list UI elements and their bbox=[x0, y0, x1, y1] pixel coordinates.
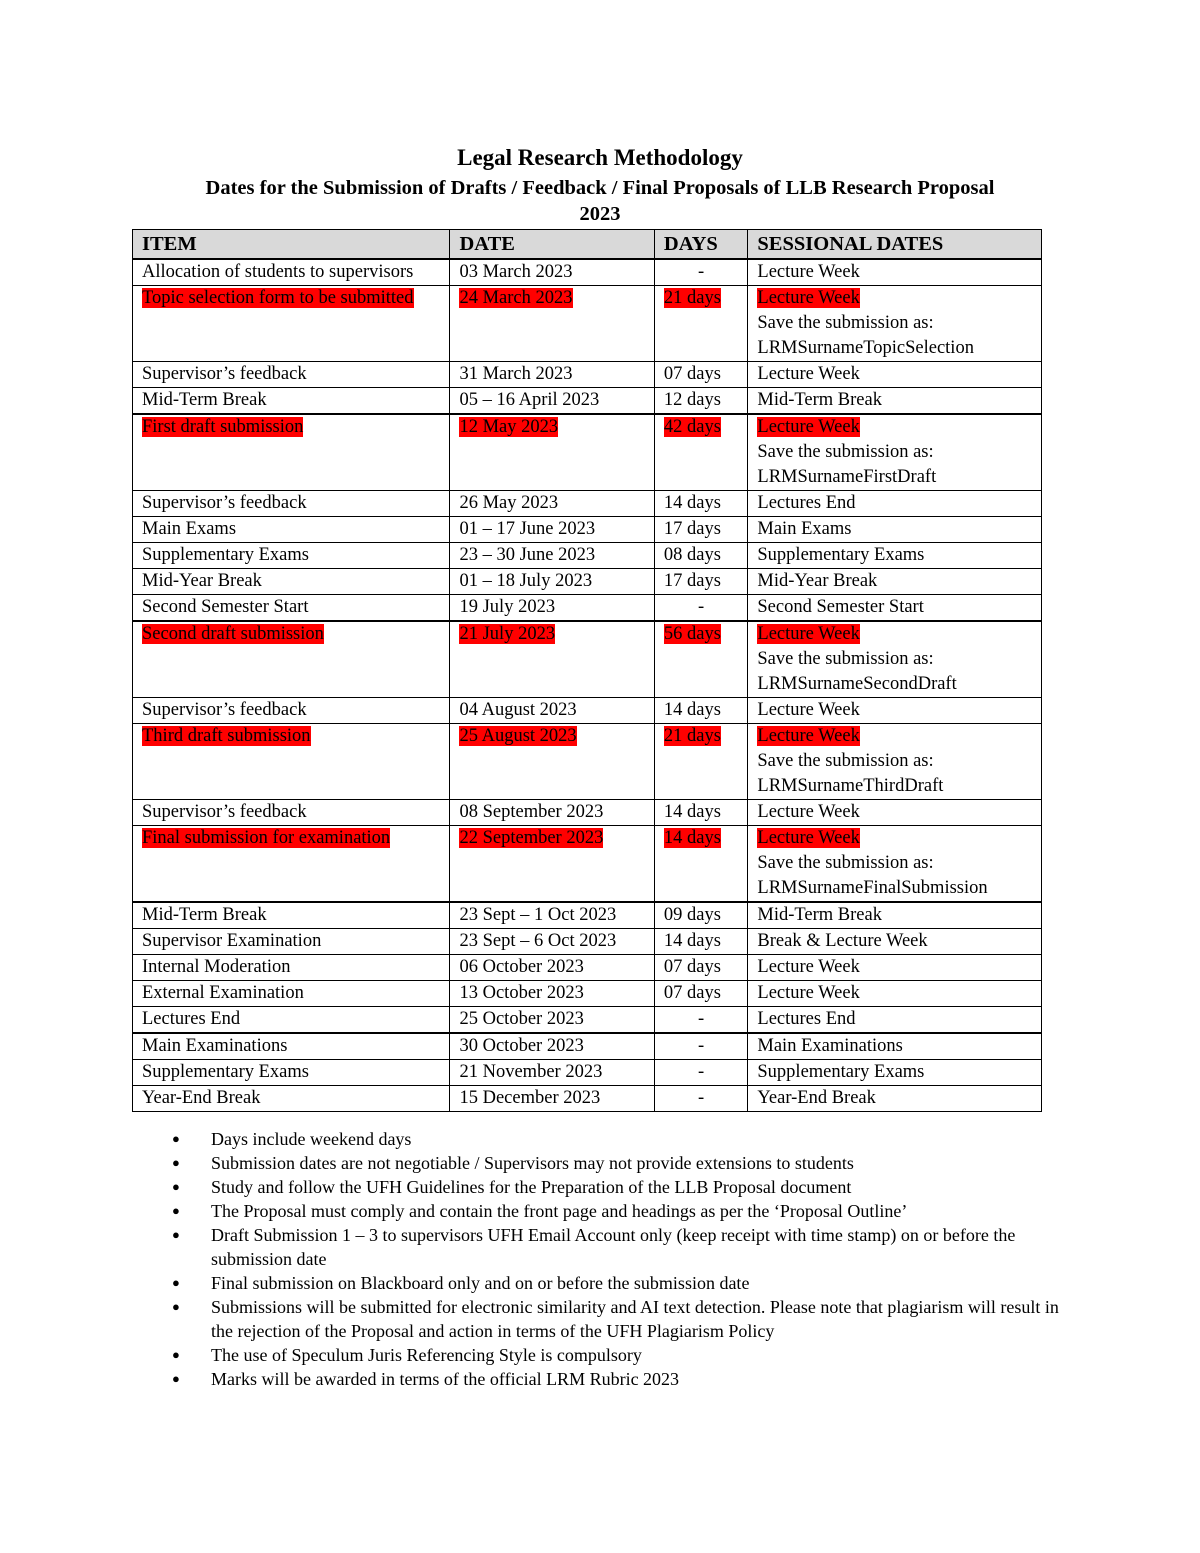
cell-days bbox=[654, 1007, 748, 1034]
cell-days bbox=[654, 517, 748, 543]
cell-sessional-date-text: Mid-Term Break bbox=[757, 390, 882, 410]
list-item bbox=[172, 1199, 1072, 1223]
cell-days-text: - bbox=[698, 1062, 705, 1082]
cell-item-text: Year-End Break bbox=[142, 1088, 261, 1108]
cell-date bbox=[450, 414, 654, 491]
cell-sessional-date bbox=[748, 1033, 1042, 1060]
cell-date-text: 19 July 2023 bbox=[459, 597, 556, 617]
cell-days bbox=[654, 800, 748, 826]
cell-days-text: - bbox=[698, 1036, 705, 1056]
cell-item bbox=[133, 362, 450, 388]
bullet-icon: ● bbox=[172, 1227, 180, 1242]
cell-days bbox=[654, 388, 748, 415]
cell-days bbox=[654, 955, 748, 981]
table-row bbox=[133, 414, 1042, 491]
note-text: Final submission on Blackboard only and on or before the submission date bbox=[211, 1273, 750, 1293]
list-item bbox=[172, 1271, 1072, 1295]
cell-sessional-date-text: Lecture Week bbox=[757, 624, 860, 644]
cell-item bbox=[133, 955, 450, 981]
cell-item-text: Main Examinations bbox=[142, 1036, 288, 1056]
list-item bbox=[172, 1223, 1072, 1271]
cell-item bbox=[133, 1033, 450, 1060]
bullet-icon: ● bbox=[172, 1155, 180, 1170]
cell-item-text: Supervisor’s feedback bbox=[142, 700, 307, 720]
cell-item bbox=[133, 517, 450, 543]
cell-item bbox=[133, 724, 450, 800]
table-row bbox=[133, 724, 1042, 800]
cell-date bbox=[450, 1033, 654, 1060]
document-subtitle bbox=[140, 175, 1060, 227]
cell-date-text: 12 May 2023 bbox=[459, 417, 559, 437]
cell-days bbox=[654, 1086, 748, 1112]
cell-date-text: 23 Sept – 6 Oct 2023 bbox=[459, 931, 617, 951]
table-row bbox=[133, 800, 1042, 826]
table-row bbox=[133, 621, 1042, 698]
cell-sessional-date-text: Lectures End bbox=[757, 493, 856, 513]
cell-item-text: Mid-Year Break bbox=[142, 571, 262, 591]
cell-date bbox=[450, 929, 654, 955]
cell-days-text: - bbox=[698, 262, 705, 282]
subtitle-line-2: 2023 bbox=[579, 203, 621, 225]
cell-date bbox=[450, 621, 654, 698]
bullet-icon: ● bbox=[172, 1347, 180, 1362]
schedule-table-body bbox=[133, 259, 1042, 1112]
cell-days bbox=[654, 724, 748, 800]
cell-days-text: 21 days bbox=[663, 726, 721, 746]
cell-days-text: - bbox=[698, 597, 705, 617]
cell-date-text: 23 – 30 June 2023 bbox=[459, 545, 596, 565]
cell-date-text: 23 Sept – 1 Oct 2023 bbox=[459, 905, 617, 925]
cell-item bbox=[133, 569, 450, 595]
cell-sessional-date bbox=[748, 724, 1042, 800]
cell-date bbox=[450, 569, 654, 595]
cell-date bbox=[450, 543, 654, 569]
table-row bbox=[133, 1033, 1042, 1060]
cell-date bbox=[450, 1086, 654, 1112]
save-as-filename: LRMSurnameFinalSubmission bbox=[757, 878, 988, 898]
cell-date-text: 06 October 2023 bbox=[459, 957, 584, 977]
cell-sessional-date-text: Lecture Week bbox=[757, 828, 860, 848]
cell-item bbox=[133, 698, 450, 724]
cell-date bbox=[450, 491, 654, 517]
cell-item bbox=[133, 800, 450, 826]
table-row bbox=[133, 1086, 1042, 1112]
table-row bbox=[133, 388, 1042, 415]
cell-sessional-date-text: Lecture Week bbox=[757, 364, 860, 384]
cell-date bbox=[450, 1060, 654, 1086]
cell-date-text: 25 August 2023 bbox=[459, 726, 577, 746]
cell-item bbox=[133, 1060, 450, 1086]
cell-item-text: Mid-Term Break bbox=[142, 390, 267, 410]
cell-item-text: Allocation of students to supervisors bbox=[142, 262, 414, 282]
table-row bbox=[133, 543, 1042, 569]
table-row bbox=[133, 1060, 1042, 1086]
cell-sessional-date bbox=[748, 595, 1042, 622]
cell-date bbox=[450, 698, 654, 724]
cell-days-text: 14 days bbox=[663, 493, 721, 513]
cell-days-text: 07 days bbox=[663, 364, 721, 384]
notes-list bbox=[172, 1127, 1072, 1391]
cell-days-text: 42 days bbox=[663, 417, 721, 437]
note-text: Days include weekend days bbox=[211, 1129, 412, 1149]
cell-item bbox=[133, 595, 450, 622]
cell-date bbox=[450, 388, 654, 415]
bullet-icon: ● bbox=[172, 1131, 180, 1146]
cell-item-text: Second Semester Start bbox=[142, 597, 309, 617]
note-text: Study and follow the UFH Guidelines for the Preparation of the LLB Proposal document bbox=[211, 1177, 852, 1197]
cell-sessional-date-text: Lecture Week bbox=[757, 983, 860, 1003]
cell-item bbox=[133, 826, 450, 903]
header-sessional-dates: SESSIONAL DATES bbox=[748, 230, 1042, 260]
cell-days bbox=[654, 362, 748, 388]
table-row bbox=[133, 929, 1042, 955]
cell-item bbox=[133, 259, 450, 286]
table-row bbox=[133, 569, 1042, 595]
cell-date bbox=[450, 981, 654, 1007]
cell-days bbox=[654, 621, 748, 698]
cell-date-text: 13 October 2023 bbox=[459, 983, 584, 1003]
cell-sessional-date bbox=[748, 1060, 1042, 1086]
cell-date-text: 30 October 2023 bbox=[459, 1036, 584, 1056]
cell-days-text: 07 days bbox=[663, 983, 721, 1003]
cell-item-text: First draft submission bbox=[142, 417, 304, 437]
table-row bbox=[133, 491, 1042, 517]
save-as-filename: LRMSurnameFirstDraft bbox=[757, 467, 937, 487]
cell-item-text: Second draft submission bbox=[142, 624, 324, 644]
cell-date-text: 22 September 2023 bbox=[459, 828, 604, 848]
cell-date bbox=[450, 955, 654, 981]
cell-days bbox=[654, 259, 748, 286]
bullet-icon: ● bbox=[172, 1179, 180, 1194]
cell-date-text: 04 August 2023 bbox=[459, 700, 577, 720]
cell-item bbox=[133, 1086, 450, 1112]
cell-date-text: 25 October 2023 bbox=[459, 1009, 584, 1029]
note-text: Marks will be awarded in terms of the official LRM Rubric 2023 bbox=[211, 1369, 680, 1389]
cell-days bbox=[654, 1060, 748, 1086]
cell-sessional-date-text: Break & Lecture Week bbox=[757, 931, 928, 951]
cell-date bbox=[450, 595, 654, 622]
save-as-label: Save the submission as: bbox=[757, 313, 934, 333]
bullet-icon: ● bbox=[172, 1275, 180, 1290]
note-text: Submissions will be submitted for electronic similarity and AI text detection. Please note that plagiarism will result in the rejection of the Proposal and action in terms of the UFH Plagiarism Policy bbox=[211, 1297, 1059, 1341]
cell-days-text: 21 days bbox=[663, 288, 721, 308]
cell-days bbox=[654, 981, 748, 1007]
cell-item-text: Third draft submission bbox=[142, 726, 311, 746]
save-as-filename: LRMSurnameTopicSelection bbox=[757, 338, 974, 358]
cell-sessional-date-text: Mid-Term Break bbox=[757, 905, 882, 925]
cell-sessional-date-text: Lecture Week bbox=[757, 957, 860, 977]
cell-sessional-date bbox=[748, 569, 1042, 595]
bullet-icon: ● bbox=[172, 1371, 180, 1386]
cell-sessional-date bbox=[748, 1086, 1042, 1112]
cell-days-text: 14 days bbox=[663, 931, 721, 951]
table-row bbox=[133, 362, 1042, 388]
cell-sessional-date-text: Year-End Break bbox=[757, 1088, 876, 1108]
cell-days-text: 07 days bbox=[663, 957, 721, 977]
cell-sessional-date bbox=[748, 259, 1042, 286]
note-text: The use of Speculum Juris Referencing Style is compulsory bbox=[211, 1345, 642, 1365]
cell-sessional-date bbox=[748, 955, 1042, 981]
cell-date bbox=[450, 286, 654, 362]
cell-sessional-date-text: Mid-Year Break bbox=[757, 571, 878, 591]
cell-date bbox=[450, 362, 654, 388]
table-row bbox=[133, 955, 1042, 981]
cell-item bbox=[133, 902, 450, 929]
cell-days-text: 09 days bbox=[663, 905, 721, 925]
save-as-label: Save the submission as: bbox=[757, 751, 934, 771]
cell-date-text: 08 September 2023 bbox=[459, 802, 604, 822]
cell-days bbox=[654, 569, 748, 595]
note-text: Submission dates are not negotiable / Supervisors may not provide extensions to students bbox=[211, 1153, 854, 1173]
cell-days-text: 17 days bbox=[663, 519, 721, 539]
cell-date-text: 05 – 16 April 2023 bbox=[459, 390, 600, 410]
cell-date bbox=[450, 826, 654, 903]
cell-sessional-date-text: Main Examinations bbox=[757, 1036, 903, 1056]
cell-days-text: 12 days bbox=[663, 390, 721, 410]
cell-date-text: 21 November 2023 bbox=[459, 1062, 603, 1082]
cell-sessional-date bbox=[748, 517, 1042, 543]
cell-item bbox=[133, 491, 450, 517]
cell-item-text: Supervisor’s feedback bbox=[142, 493, 307, 513]
cell-sessional-date bbox=[748, 902, 1042, 929]
table-row bbox=[133, 981, 1042, 1007]
cell-date bbox=[450, 259, 654, 286]
cell-sessional-date-text: Lecture Week bbox=[757, 417, 860, 437]
list-item bbox=[172, 1343, 1072, 1367]
cell-item-text: Lectures End bbox=[142, 1009, 241, 1029]
table-row bbox=[133, 698, 1042, 724]
cell-date-text: 15 December 2023 bbox=[459, 1088, 601, 1108]
cell-sessional-date bbox=[748, 698, 1042, 724]
bullet-icon: ● bbox=[172, 1203, 180, 1218]
cell-item-text: Supplementary Exams bbox=[142, 545, 309, 565]
document-title: Legal Research Methodology bbox=[457, 145, 743, 170]
cell-date-text: 03 March 2023 bbox=[459, 262, 573, 282]
save-as-label: Save the submission as: bbox=[757, 442, 934, 462]
cell-days-text: 14 days bbox=[663, 700, 721, 720]
cell-days bbox=[654, 491, 748, 517]
cell-days-text: 56 days bbox=[663, 624, 721, 644]
cell-days bbox=[654, 698, 748, 724]
table-row bbox=[133, 1007, 1042, 1034]
cell-days bbox=[654, 1033, 748, 1060]
cell-date-text: 26 May 2023 bbox=[459, 493, 559, 513]
cell-days bbox=[654, 414, 748, 491]
cell-days bbox=[654, 543, 748, 569]
cell-sessional-date bbox=[748, 543, 1042, 569]
cell-item-text: Mid-Term Break bbox=[142, 905, 267, 925]
cell-item-text: Internal Moderation bbox=[142, 957, 291, 977]
table-row bbox=[133, 517, 1042, 543]
table-row bbox=[133, 259, 1042, 286]
cell-sessional-date-text: Lecture Week bbox=[757, 726, 860, 746]
cell-days-text: - bbox=[698, 1088, 705, 1108]
cell-days-text: 17 days bbox=[663, 571, 721, 591]
cell-days bbox=[654, 826, 748, 903]
note-text: Draft Submission 1 – 3 to supervisors UFH Email Account only (keep receipt with time stamp) on or before the submission date bbox=[211, 1225, 1016, 1269]
cell-days-text: 14 days bbox=[663, 802, 721, 822]
cell-sessional-date bbox=[748, 388, 1042, 415]
cell-days bbox=[654, 929, 748, 955]
cell-sessional-date bbox=[748, 800, 1042, 826]
save-as-filename: LRMSurnameSecondDraft bbox=[757, 674, 957, 694]
save-as-filename: LRMSurnameThirdDraft bbox=[757, 776, 944, 796]
header-days: DAYS bbox=[654, 230, 748, 260]
cell-sessional-date bbox=[748, 1007, 1042, 1034]
cell-sessional-date bbox=[748, 621, 1042, 698]
header-date: DATE bbox=[450, 230, 654, 260]
cell-item bbox=[133, 929, 450, 955]
cell-sessional-date bbox=[748, 826, 1042, 903]
cell-item-text: Supervisor’s feedback bbox=[142, 364, 307, 384]
cell-sessional-date-text: Supplementary Exams bbox=[757, 1062, 925, 1082]
table-row bbox=[133, 826, 1042, 903]
cell-item bbox=[133, 286, 450, 362]
cell-days bbox=[654, 286, 748, 362]
list-item bbox=[172, 1151, 1072, 1175]
cell-date bbox=[450, 724, 654, 800]
table-row bbox=[133, 286, 1042, 362]
cell-days-text: 14 days bbox=[663, 828, 721, 848]
cell-item-text: Supervisor Examination bbox=[142, 931, 322, 951]
cell-sessional-date-text: Lecture Week bbox=[757, 262, 860, 282]
cell-date-text: 21 July 2023 bbox=[459, 624, 556, 644]
cell-sessional-date-text: Main Exams bbox=[757, 519, 852, 539]
cell-sessional-date bbox=[748, 414, 1042, 491]
cell-item-text: External Examination bbox=[142, 983, 304, 1003]
list-item bbox=[172, 1295, 1072, 1343]
cell-date-text: 01 – 18 July 2023 bbox=[459, 571, 593, 591]
cell-days-text: - bbox=[698, 1009, 705, 1029]
cell-sessional-date-text: Lectures End bbox=[757, 1009, 856, 1029]
cell-sessional-date bbox=[748, 491, 1042, 517]
cell-item bbox=[133, 1007, 450, 1034]
cell-sessional-date-text: Supplementary Exams bbox=[757, 545, 925, 565]
cell-days bbox=[654, 902, 748, 929]
cell-sessional-date bbox=[748, 981, 1042, 1007]
note-text: The Proposal must comply and contain the front page and headings as per the ‘Proposal Outline’ bbox=[211, 1201, 908, 1221]
cell-item-text: Main Exams bbox=[142, 519, 237, 539]
subtitle-line-1: Dates for the Submission of Drafts / Feedback / Final Proposals of LLB Research Proposal bbox=[205, 177, 995, 199]
cell-item-text: Final submission for examination bbox=[142, 828, 391, 848]
save-as-label: Save the submission as: bbox=[757, 649, 934, 669]
cell-item-text: Supervisor’s feedback bbox=[142, 802, 307, 822]
cell-sessional-date-text: Second Semester Start bbox=[757, 597, 924, 617]
table-row bbox=[133, 902, 1042, 929]
cell-date bbox=[450, 517, 654, 543]
cell-date-text: 31 March 2023 bbox=[459, 364, 573, 384]
header-item: ITEM bbox=[133, 230, 450, 260]
cell-days-text: 08 days bbox=[663, 545, 721, 565]
list-item bbox=[172, 1367, 1072, 1391]
cell-sessional-date bbox=[748, 362, 1042, 388]
cell-days bbox=[654, 595, 748, 622]
cell-date-text: 24 March 2023 bbox=[459, 288, 573, 308]
schedule-table bbox=[132, 229, 1042, 1112]
cell-date bbox=[450, 800, 654, 826]
cell-item bbox=[133, 981, 450, 1007]
cell-item bbox=[133, 543, 450, 569]
cell-item-text: Supplementary Exams bbox=[142, 1062, 309, 1082]
list-item bbox=[172, 1127, 1072, 1151]
cell-sessional-date bbox=[748, 286, 1042, 362]
list-item bbox=[172, 1175, 1072, 1199]
cell-date bbox=[450, 1007, 654, 1034]
cell-date-text: 01 – 17 June 2023 bbox=[459, 519, 596, 539]
cell-item bbox=[133, 414, 450, 491]
table-header-row bbox=[133, 230, 1042, 260]
cell-item bbox=[133, 388, 450, 415]
cell-date bbox=[450, 902, 654, 929]
cell-sessional-date-text: Lecture Week bbox=[757, 288, 860, 308]
cell-sessional-date-text: Lecture Week bbox=[757, 802, 860, 822]
cell-sessional-date-text: Lecture Week bbox=[757, 700, 860, 720]
cell-item-text: Topic selection form to be submitted bbox=[142, 288, 414, 308]
bullet-icon: ● bbox=[172, 1299, 180, 1314]
save-as-label: Save the submission as: bbox=[757, 853, 934, 873]
table-row bbox=[133, 595, 1042, 622]
cell-item bbox=[133, 621, 450, 698]
cell-sessional-date bbox=[748, 929, 1042, 955]
